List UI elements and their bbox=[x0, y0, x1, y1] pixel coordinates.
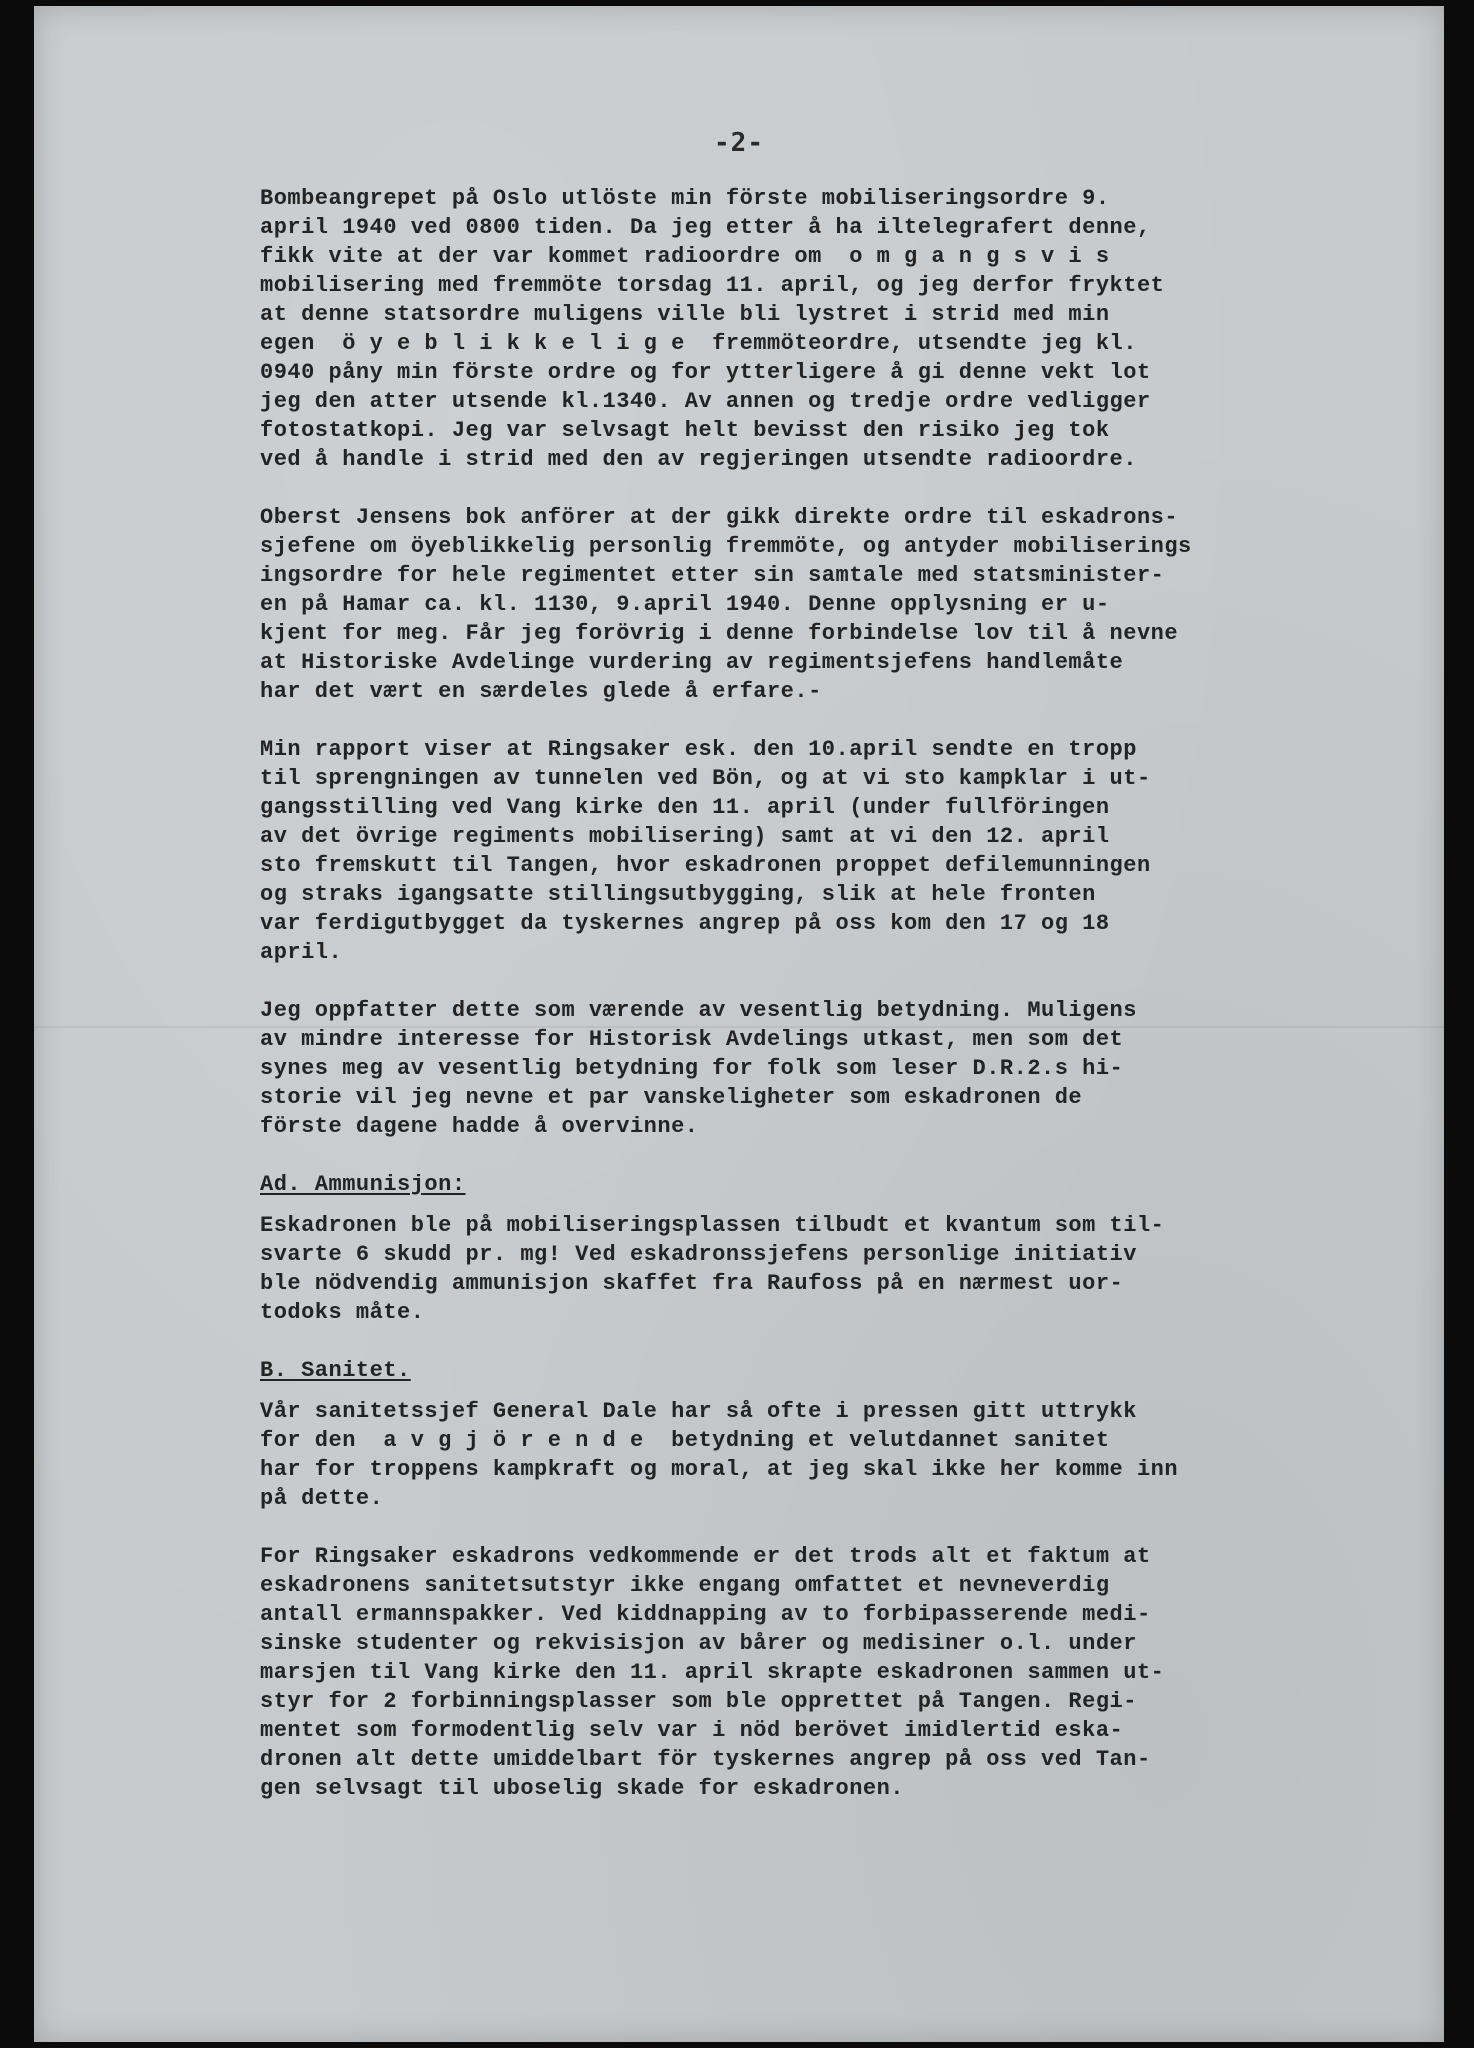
text-line: april 1940 ved 0800 tiden. Da jeg etter å ha iltelegrafert denne, bbox=[260, 215, 1151, 240]
text-line: sjefene om öyeblikkelig personlig fremmöte, og antyder mobiliserings bbox=[260, 534, 1192, 559]
section-heading-sanitation: B. Sanitet. bbox=[260, 1358, 411, 1383]
page-number: -2- bbox=[714, 128, 764, 158]
text-line: Oberst Jensens bok anförer at der gikk direkte ordre til eskadrons- bbox=[260, 505, 1179, 530]
text-line: at denne statsordre muligens ville bli lystret i strid med min bbox=[260, 302, 1110, 327]
text-line: ble nödvendig ammunisjon skaffet fra Raufoss på en nærmest uor- bbox=[260, 1271, 1124, 1296]
text-line: dronen alt dette umiddelbart för tyskernes angrep på oss ved Tan- bbox=[260, 1747, 1151, 1772]
text-line: at Historiske Avdelinge vurdering av regimentsjefens handlemåte bbox=[260, 650, 1124, 675]
text-line: til sprengningen av tunnelen ved Bön, og at vi sto kampklar i ut- bbox=[260, 766, 1151, 791]
text-line: marsjen til Vang kirke den 11. april skrapte eskadronen sammen ut- bbox=[260, 1660, 1165, 1685]
section-sanitation bbox=[260, 1356, 1420, 1513]
text-line: kjent for meg. Får jeg forövrig i denne forbindelse lov til å nevne bbox=[260, 621, 1179, 646]
text-line: Eskadronen ble på mobiliseringsplassen tilbudt et kvantum som til- bbox=[260, 1213, 1165, 1238]
text-line: Min rapport viser at Ringsaker esk. den 10.april sendte en tropp bbox=[260, 737, 1137, 762]
document-page bbox=[34, 6, 1444, 2042]
text-line: svarte 6 skudd pr. mg! Ved eskadronssjefens personlige initiativ bbox=[260, 1242, 1137, 1267]
text-line: gangsstilling ved Vang kirke den 11. april (under fullföringen bbox=[260, 795, 1110, 820]
text-line: april. bbox=[260, 940, 343, 965]
text-line: har det vært en særdeles glede å erfare.- bbox=[260, 679, 822, 704]
text-line: fikk vite at der var kommet radioordre om o m g a n g s v i s bbox=[260, 244, 1110, 269]
text-line: antall ermannspakker. Ved kiddnapping av to forbipasserende medi- bbox=[260, 1602, 1151, 1627]
text-line: eskadronens sanitetsutstyr ikke engang omfattet et nevneverdig bbox=[260, 1573, 1110, 1598]
paragraph-significance bbox=[260, 996, 1420, 1141]
text-line: styr for 2 forbinningsplasser som ble opprettet på Tangen. Regi- bbox=[260, 1689, 1137, 1714]
text-line: todoks måte. bbox=[260, 1300, 425, 1325]
text-line: For Ringsaker eskadrons vedkommende er det trods alt et faktum at bbox=[260, 1544, 1151, 1569]
paragraph-ringsaker-sanitation bbox=[260, 1542, 1420, 1803]
text-line: av det övrige regiments mobilisering) samt at vi den 12. april bbox=[260, 824, 1110, 849]
paragraph-mobilisation-order bbox=[260, 184, 1420, 474]
text-line: synes meg av vesentlig betydning for folk som leser D.R.2.s hi- bbox=[260, 1056, 1124, 1081]
text-line: sinske studenter og rekvisisjon av bårer og medisiner o.l. under bbox=[260, 1631, 1137, 1656]
text-line: ingsordre for hele regimentet etter sin samtale med statsminister- bbox=[260, 563, 1165, 588]
text-line: av mindre interesse for Historisk Avdelings utkast, men som det bbox=[260, 1027, 1124, 1052]
text-line: gen selvsagt til uboselig skade for eskadronen. bbox=[260, 1776, 905, 1801]
paragraph-report bbox=[260, 735, 1420, 967]
text-line: på dette. bbox=[260, 1486, 384, 1511]
text-line: 0940 påny min förste ordre og for ytterligere å gi denne vekt lot bbox=[260, 360, 1151, 385]
text-line: förste dagene hadde å overvinne. bbox=[260, 1114, 699, 1139]
text-line: en på Hamar ca. kl. 1130, 9.april 1940. Denne opplysning er u- bbox=[260, 592, 1110, 617]
text-line: ved å handle i strid med den av regjeringen utsendte radioordre. bbox=[260, 447, 1137, 472]
text-line: sto fremskutt til Tangen, hvor eskadronen proppet defilemunningen bbox=[260, 853, 1151, 878]
section-ammunition bbox=[260, 1170, 1420, 1327]
text-line: Bombeangrepet på Oslo utlöste min förste mobiliseringsordre 9. bbox=[260, 186, 1110, 211]
text-line: fotostatkopi. Jeg var selvsagt helt bevisst den risiko jeg tok bbox=[260, 418, 1110, 443]
text-line: og straks igangsatte stillingsutbygging, slik at hele fronten bbox=[260, 882, 1096, 907]
text-line: Jeg oppfatter dette som værende av vesentlig betydning. Muligens bbox=[260, 998, 1137, 1023]
text-line: jeg den atter utsende kl.1340. Av annen og tredje ordre vedligger bbox=[260, 389, 1151, 414]
text-line: var ferdigutbygget da tyskernes angrep på oss kom den 17 og 18 bbox=[260, 911, 1110, 936]
text-line: har for troppens kampkraft og moral, at jeg skal ikke her komme inn bbox=[260, 1457, 1179, 1482]
text-line: mobilisering med fremmöte torsdag 11. april, og jeg derfor fryktet bbox=[260, 273, 1165, 298]
text-line: for den a v g j ö r e n d e betydning et velutdannet sanitet bbox=[260, 1428, 1110, 1453]
text-line: storie vil jeg nevne et par vanskeligheter som eskadronen de bbox=[260, 1085, 1083, 1110]
text-line: mentet som formodentlig selv var i nöd berövet imidlertid eska- bbox=[260, 1718, 1124, 1743]
section-heading-ammunition: Ad. Ammunisjon: bbox=[260, 1172, 466, 1197]
text-line: egen ö y e b l i k k e l i g e fremmöteordre, utsendte jeg kl. bbox=[260, 331, 1137, 356]
document-body bbox=[260, 184, 1420, 1832]
text-line: Vår sanitetssjef General Dale har så ofte i pressen gitt uttrykk bbox=[260, 1399, 1137, 1424]
paragraph-jensens-book bbox=[260, 503, 1420, 706]
